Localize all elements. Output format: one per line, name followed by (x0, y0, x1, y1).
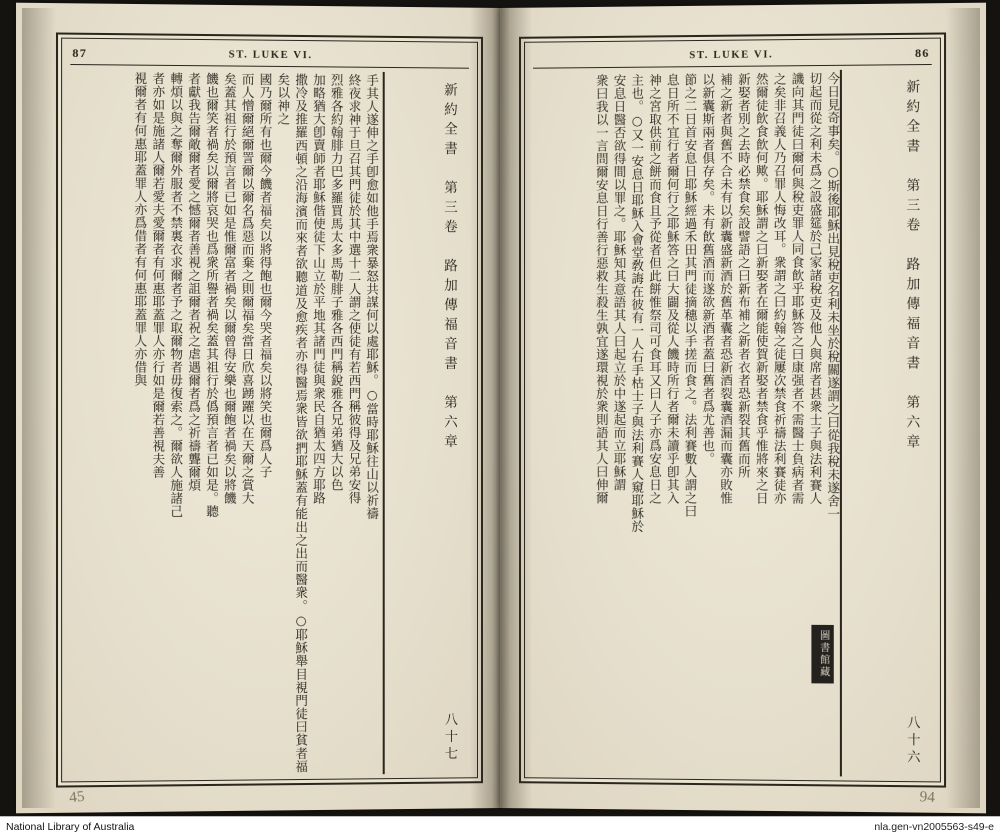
right-page-folio-arabic: 86 (914, 45, 930, 60)
left-page-running-head: ST. LUKE VI. (228, 48, 313, 61)
text-column: 加略猶大卽賣師者耶穌偕使徒下山立於平地其諸門徒與衆民自猶太四方耶路 (311, 73, 327, 505)
left-page-folio-chinese: 八十七 (441, 712, 457, 764)
right-page-pencil-annotation: 94 (919, 788, 936, 807)
text-column: 國乃爾所有也爾今饑者福矣以將得飽也爾今哭者福矣以將笑也爾爲人子 (257, 72, 274, 479)
right-page (500, 3, 986, 814)
text-column: 今日見奇事矣。○斯後耶穌出見稅吏名利未坐於稅關遂謂之曰從我稅未遂舍一 (825, 71, 841, 521)
text-column: 矣蓋其祖行於預言者已如是惟爾富者禍矣以爾曾得安樂也爾飽者禍矣以將饑 (222, 72, 238, 505)
text-column: 轉煩以與之奪爾外服者不禁裏衣求爾者予之取爾物者毋復索之。爾欲人施諸己 (168, 71, 184, 518)
credit-bar (0, 816, 1000, 837)
text-column: 然爾徒飮食飮何歟。耶穌謂之曰新娶者在爾能使賀新娶者禁食乎惟將來之日 (754, 72, 770, 505)
text-column: 切起而從之利未爲之設盛筵於己家諸稅吏及他人與席者甚衆士子與法利賽人 (807, 72, 823, 505)
text-column: 新娶者別之去時必禁食矣設譬語之曰新布補之新者衣者恐新裂其舊而所 (736, 72, 752, 479)
right-page-printed-frame (524, 38, 941, 783)
text-column: 神之宮取供前之餅而食且予從者但此餅惟祭司可食耳又曰人子亦爲安息日之 (647, 73, 663, 505)
credit-institution: National Library of Australia (6, 821, 135, 833)
left-page-pencil-annotation: 45 (68, 788, 86, 807)
text-column: 饑也爾笑者禍矣以爾將哀哭也爲衆所譽者禍矣蓋其祖行於僞預言者已如是。聽 (204, 72, 220, 518)
text-column: 補之新者與舊不合未有以新囊盛新酒於舊革囊者恐新酒裂囊酒漏而囊亦敗惟 (718, 72, 734, 505)
text-column: 衆曰我以一言問爾安息日行善行惡救生殺生孰宜遂環視於衆則語其人曰伸爾 (594, 74, 610, 505)
text-column: 譏向其門徒曰爾何與稅吏罪人同食飮乎耶穌答之曰康强者不需醫士負病者需 (789, 72, 806, 505)
text-column: 終夜求神于旦召其門徒於其中選十二人謂之使徒有若西門稱彼得及兄弟安得 (346, 73, 362, 505)
text-column: 而人憎爾絕爾詈爾以爾名爲惡而棄之則爾福矣當日欣喜踴躍以在天爾之賞大 (240, 72, 256, 505)
right-page-running-head: ST. LUKE VI. (689, 48, 774, 61)
right-page-folio-chinese: 八十六 (904, 715, 920, 768)
left-page-printed-frame (61, 38, 478, 783)
left-page-column-rule (383, 72, 385, 774)
left-page-folio-arabic: 87 (72, 45, 88, 60)
text-column: 安息日醫否欲得間以罪之。耶穌知其意語其人曰起立於中遂起而立耶穌謂 (611, 73, 628, 492)
text-column: 主也。○又一安息日耶穌入會堂敎誨在彼有一人右手枯士子與法利賽人窺耶穌於 (629, 73, 645, 534)
credit-identifier: nla.gen-vn2005563-s49-e (874, 821, 994, 833)
right-page-spine-title: 新約全書 第三卷 路加傳福音書 第六章 (903, 79, 920, 455)
text-column: 節之二日首安息日耶穌經過禾田其門徒摘穗以手搓而食之。法利賽數人謂之曰 (682, 73, 699, 518)
library-seal-stamp: 圖書館藏 (811, 625, 833, 684)
text-column: 者亦如是施諸人爾若愛夫愛爾者有何惠耶蓋罪人亦行如是爾若善視夫善 (150, 71, 166, 479)
text-column: 之矣非召義人乃召罪人悔改耳。衆謂之曰約翰之徒屢次禁食祈禱法利賽徒亦 (771, 72, 788, 505)
text-column: 手其人遂伸之手卽愈如他手焉衆暴怒共謀何以處耶穌。○當時耶穌往山以祈禱 (364, 73, 380, 521)
text-column: 以新囊斯兩者俱存矣。未有飮舊酒而遂欲新酒者蓋曰舊者爲尤善也。 (700, 73, 716, 466)
left-page-text-body (68, 71, 380, 775)
left-page (16, 3, 500, 814)
text-column: 烈雅各約翰腓力巴多羅買馬太多馬勒腓子雅各西門稱銳雅各兄弟猶大以色 (329, 73, 345, 492)
text-column: 視爾者有何惠耶蓋罪人亦爲借者有何惠耶蓋罪人亦借與 (132, 71, 148, 387)
left-page-header (72, 43, 467, 67)
text-column: 息日所不宜行者爾何行之耶穌答之曰大闢及從人饑時所行者爾未讀乎卽其入 (665, 73, 681, 505)
text-column: 者獻我告爾敵爾者愛之憾爾者善視之詛爾者祝之虐遇爾者爲之祈禱聾爾煩 (186, 72, 202, 492)
right-page-text-body (531, 72, 842, 775)
right-page-header (535, 43, 930, 67)
text-column: 撒冷及推羅西頓之沿海濱而來者欲聽道及愈疾者亦得醫焉衆皆欲捫耶穌蓋有能出之出而醫衆。○耶穌舉目視門徒曰貧者福矣以神之 (275, 72, 309, 774)
left-page-spine-title: 新約全書 第三卷 路加傳福音書 第六章 (440, 82, 457, 454)
